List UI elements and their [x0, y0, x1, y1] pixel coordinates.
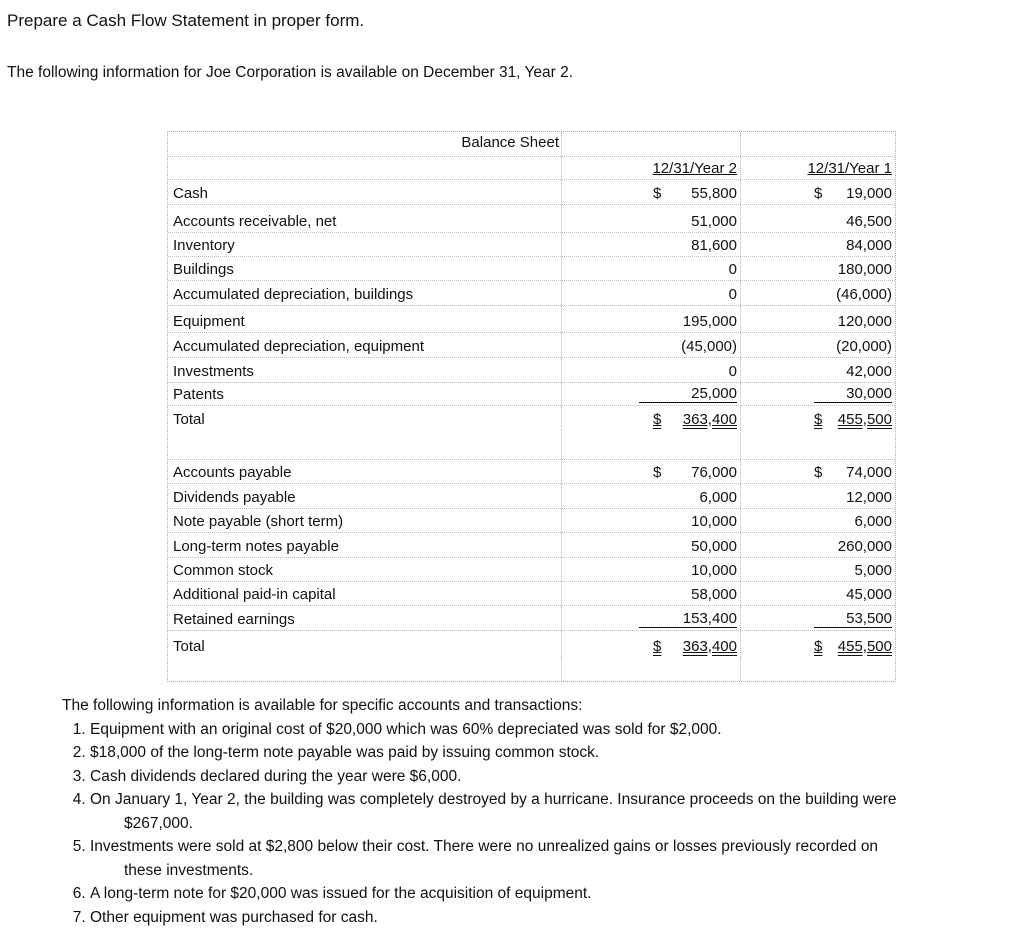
table-row — [168, 383, 895, 406]
year1-value: 260,000 — [837, 538, 892, 555]
year2-value: 6,000 — [699, 489, 737, 506]
year1-value: 42,000 — [846, 363, 892, 380]
currency-symbol: $ — [814, 185, 823, 202]
table-row — [168, 281, 895, 306]
note-continuation: these investments. — [124, 861, 254, 879]
note-continuation: $267,000. — [124, 814, 193, 832]
row-label: Common stock — [173, 562, 274, 579]
note-item — [90, 718, 1012, 742]
year2-value: 153,400 — [639, 610, 737, 628]
year2-value: 0 — [728, 363, 737, 380]
table-row — [168, 205, 895, 233]
year2-value: 0 — [728, 286, 737, 303]
year1-value: 6,000 — [854, 513, 892, 530]
table-row — [168, 333, 895, 358]
row-label: Accumulated depreciation, buildings — [173, 286, 414, 303]
year1-value: 45,000 — [846, 586, 892, 603]
year2-value: 81,600 — [691, 237, 737, 254]
row-label: Total — [173, 638, 205, 655]
note-item — [90, 835, 1012, 882]
note-text: Equipment with an original cost of $20,000 which was 60% depreciated was sold for $2,000. — [90, 720, 722, 738]
total-row — [168, 406, 895, 430]
year1-value — [814, 638, 892, 655]
currency-symbol: $ — [653, 185, 662, 202]
currency-symbol: $ — [814, 411, 823, 428]
year2-value: 25,000 — [639, 385, 737, 403]
amount: 74,000 — [846, 464, 892, 481]
row-label: Patents — [173, 386, 224, 403]
year1-value: 120,000 — [837, 313, 892, 330]
amount: 19,000 — [846, 185, 892, 202]
table-row — [168, 233, 895, 257]
year2-value: 10,000 — [691, 513, 737, 530]
year2-value: (45,000) — [681, 338, 737, 355]
row-label: Accumulated depreciation, equipment — [173, 338, 424, 355]
currency-symbol: $ — [653, 411, 662, 428]
liabilities-section — [168, 460, 895, 657]
year2-value: 0 — [728, 261, 737, 278]
note-item — [90, 906, 1012, 930]
col-year1-header: 12/31/Year 1 — [807, 160, 892, 177]
year2-value: 10,000 — [691, 562, 737, 579]
currency-symbol: $ — [653, 464, 662, 481]
notes-heading: The following information is available for specific accounts and transactions: — [62, 697, 583, 714]
year1-value — [814, 464, 892, 481]
table-row — [168, 582, 895, 606]
note-text: On January 1, Year 2, the building was completely destroyed by a hurricane. Insurance proceeds on the building were — [90, 791, 897, 808]
note-item — [90, 882, 1012, 906]
table-row — [168, 558, 895, 582]
table-row — [168, 180, 895, 205]
note-item — [90, 741, 1012, 765]
date-header-row — [168, 157, 895, 180]
row-label: Equipment — [173, 313, 245, 330]
table-row — [168, 460, 895, 484]
row-label: Additional paid-in capital — [173, 586, 336, 603]
year1-value: 180,000 — [837, 261, 892, 278]
year1-value: 12,000 — [846, 489, 892, 506]
year1-value: 5,000 — [854, 562, 892, 579]
blank-row — [168, 657, 895, 681]
header-row — [168, 132, 895, 157]
row-label: Accounts receivable, net — [173, 213, 337, 230]
year2-value: 50,000 — [691, 538, 737, 555]
year1-value — [814, 185, 892, 202]
year1-value — [814, 411, 892, 428]
amount: 363,400 — [682, 411, 737, 428]
table-row — [168, 533, 895, 558]
note-text: $18,000 of the long-term note payable was paid by issuing common stock. — [90, 744, 600, 761]
note-text: Cash dividends declared during the year were $6,000. — [90, 767, 462, 785]
note-item — [90, 788, 1012, 835]
amount: 363,400 — [682, 638, 737, 655]
year2-value — [653, 638, 737, 655]
currency-symbol: $ — [653, 638, 662, 655]
row-label: Inventory — [173, 237, 235, 254]
row-label: Buildings — [173, 261, 234, 278]
note-text: Investments were sold at $2,800 below their cost. There were no unrealized gains or losses previously recorded on — [90, 838, 879, 855]
table-row — [168, 484, 895, 509]
col-year2-header: 12/31/Year 2 — [652, 160, 737, 177]
year2-value: 51,000 — [691, 213, 737, 230]
year2-value: 58,000 — [691, 586, 737, 603]
year1-value: (46,000) — [836, 286, 892, 303]
table-row — [168, 606, 895, 631]
table-row — [168, 509, 895, 533]
year1-value: 53,500 — [814, 610, 892, 628]
year1-value: 84,000 — [846, 237, 892, 254]
row-label: Note payable (short term) — [173, 513, 344, 530]
row-label: Dividends payable — [173, 489, 296, 506]
note-text: Other equipment was purchased for cash. — [90, 908, 378, 926]
amount: 55,800 — [691, 185, 737, 202]
table-row — [168, 358, 895, 383]
intro-text: The following information for Joe Corporation is available on December 31, Year 2. — [7, 64, 574, 81]
row-label: Cash — [173, 185, 209, 202]
row-label: Total — [173, 411, 205, 428]
assets-section — [168, 180, 895, 430]
row-label: Investments — [173, 363, 254, 380]
balance-sheet-heading: Balance Sheet — [461, 134, 559, 151]
currency-symbol: $ — [814, 638, 823, 655]
year2-value — [653, 464, 737, 481]
table-row — [168, 306, 895, 333]
year1-value: 46,500 — [846, 213, 892, 230]
amount: 455,500 — [837, 638, 892, 655]
amount: 76,000 — [691, 464, 737, 481]
year1-value: 30,000 — [814, 385, 892, 403]
row-label: Retained earnings — [173, 611, 295, 628]
currency-symbol: $ — [814, 464, 823, 481]
year1-value: (20,000) — [836, 338, 892, 355]
notes-list — [62, 718, 1012, 930]
amount: 455,500 — [837, 411, 892, 428]
note-text: A long-term note for $20,000 was issued for the acquisition of equipment. — [90, 885, 592, 902]
year2-value — [653, 185, 737, 202]
balance-sheet-table — [167, 131, 896, 682]
transaction-notes — [62, 694, 1012, 929]
page-title: Prepare a Cash Flow Statement in proper form. — [7, 11, 365, 30]
year2-value: 195,000 — [682, 313, 737, 330]
note-item — [90, 765, 1012, 789]
year2-value — [653, 411, 737, 428]
table-row — [168, 257, 895, 281]
blank-row — [168, 430, 895, 460]
row-label: Accounts payable — [173, 464, 292, 481]
total-row — [168, 631, 895, 657]
row-label: Long-term notes payable — [173, 538, 339, 555]
